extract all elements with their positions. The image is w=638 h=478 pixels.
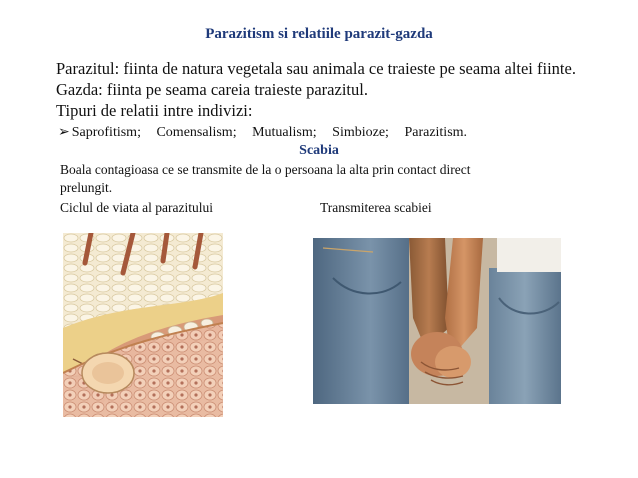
list-item: Mutualism; bbox=[252, 125, 317, 140]
list-item: Simbioze; bbox=[332, 125, 389, 140]
holding-hands-photo bbox=[313, 238, 561, 404]
slide-title: Parazitism si relatiile parazit-gazda bbox=[205, 26, 433, 42]
scabies-description-line1: Boala contagioasa ce se transmite de la o persoana la alta prin contact direct bbox=[60, 162, 471, 177]
section-subtitle: Scabia bbox=[299, 143, 339, 158]
list-item: Comensalism; bbox=[156, 125, 237, 140]
relation-types-list bbox=[58, 124, 479, 141]
caption-left: Ciclul de viata al parazitului bbox=[60, 200, 213, 215]
scabies-description-line2: prelungit. bbox=[60, 180, 113, 195]
list-item: Parazitism. bbox=[404, 125, 468, 140]
skin-mite-illustration bbox=[63, 233, 223, 417]
arrow-bullet-icon: ➢ bbox=[58, 125, 70, 140]
definition-host: Gazda: fiinta pe seama careia traieste parazitul. bbox=[56, 80, 368, 99]
definition-parasite: Parazitul: fiinta de natura vegetala sau animala ce traieste pe seama altei fiinte. bbox=[56, 59, 576, 78]
list-item: Saprofitism; bbox=[71, 125, 141, 140]
relations-heading: Tipuri de relatii intre indivizi: bbox=[56, 101, 253, 120]
caption-right: Transmiterea scabiei bbox=[320, 200, 432, 215]
